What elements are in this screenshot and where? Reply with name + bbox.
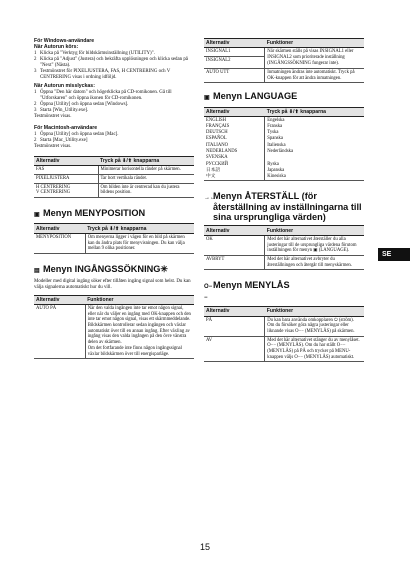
table-row: РУССКИЙ Ryska xyxy=(206,161,279,167)
table-row: ITALIANO Italienska xyxy=(206,142,286,148)
input-table xyxy=(204,38,364,83)
list-item: 3 Testmönstret för PIXELJUSTERA, FAS, H CENTRERING och V CENTRERING visas i ordning idföljd. xyxy=(34,69,171,81)
aterstall-heading xyxy=(204,191,364,222)
adjust-table xyxy=(34,156,194,198)
ingang-intro: Modeller med digital ingång söker efter tillåten ingång signal som helst. Du kan välja signalerna automatiskt hur du vill. xyxy=(34,279,191,291)
table-row: 日本語 Japanska xyxy=(206,167,285,173)
misslyckas-heading: När Autorun misslyckas: xyxy=(34,83,95,90)
table-row: AVBRYT Med det här alternativet avbryter du återställningen och återgår till menyskärmen. xyxy=(204,255,364,269)
table-row: SVENSKA xyxy=(204,155,364,161)
table-header: Alternativ xyxy=(34,295,85,304)
table-row: FAS Minimerar horisontella ränder på skärmen. xyxy=(34,166,194,175)
ingangssokning-heading xyxy=(34,264,194,276)
mac-result-text: Testmönstret visas. xyxy=(34,143,72,149)
mac-heading: För Macintosh-användare xyxy=(34,125,98,132)
language-table xyxy=(204,107,364,181)
menylas-heading xyxy=(204,280,364,303)
table-header: Tryck på ⬇/⬆ knapparna xyxy=(265,107,364,116)
section-title: Menyn MENYLÅS xyxy=(213,280,290,291)
table-row: ENGLISH Engelska xyxy=(206,117,285,123)
table-header: Tryck på ⬇/⬆ knapparna xyxy=(85,224,194,233)
table-header: Alternativ xyxy=(34,224,85,233)
table-row: DEUTSCH Tyska xyxy=(206,130,279,136)
table-row: FRANÇAIS Franska xyxy=(206,123,283,129)
aterstall-table xyxy=(204,225,364,270)
table-row: ESPAÑOL Spanska xyxy=(206,136,283,142)
list-item: 2 Öppna [Utility] och öppna sedan [Windows]. xyxy=(34,101,129,107)
menu-position-icon: ▣ xyxy=(34,212,40,219)
page-number: 15 xyxy=(199,542,210,552)
left-column xyxy=(34,38,194,359)
key-icon: O−− xyxy=(204,284,213,301)
table-header: Funktioner xyxy=(265,307,364,316)
table-row: OK Med det här alternativet återställer du alla justeringar till de ursprungliga värdena förutom inställningen för menyn ▣ (LANGUAGE). xyxy=(204,235,364,255)
table-header: Funktioner xyxy=(85,295,194,304)
table-row: AV Med det här alternativet stänger du av menylåset. O−− (MENYLÅS). Om du har ställt O−− (MENYLÅS) på PÅ och trycker på MENU-knappen väljs O−− (MENYLÅS) automatiskt. xyxy=(204,336,364,362)
table-header: Alternativ xyxy=(204,39,265,48)
table-header: Funktioner xyxy=(265,39,364,48)
table-row: MENYPOSITION Om menyerna ligger i vägen för en bild på skärmen kan du ändra plats för menyvisningen. Du kan välja mellan 9 olika positioner. xyxy=(34,233,194,253)
list-item: 2 Starta [Mac_Utility.exe] xyxy=(34,137,88,143)
windows-result-text: Testmönstret visas. xyxy=(34,114,72,120)
table-row: PIXELJUSTERA Tar bort vertikala ränder. xyxy=(34,174,194,183)
misslyckas-steps xyxy=(34,90,194,114)
table-row: 中文 Kinesiska xyxy=(204,174,364,181)
language-side-tab: SE xyxy=(378,248,410,261)
reset-icon: →← xyxy=(204,195,216,202)
language-icon: ▣ xyxy=(204,95,210,102)
list-item: 3 Starta [Win_Utility.exe]. xyxy=(34,107,89,113)
right-column xyxy=(204,38,364,362)
table-row: INSIGNAL1 När skärmen ställs på visas INSIGNAL1 eller INSIGNAL2 som prioriterade inställning (INGÅNGSSÖKNING fungerar inte). xyxy=(204,48,364,57)
table-row: PÅ Du kan bara använda omkopplaren ⏻ (ström). Om du försöker göra några justeringar eller liknande visas O−− (MENYLÅS) på skärmen. xyxy=(204,316,364,336)
table-header: Tryck på ⬇/⬆ knapparna xyxy=(98,156,194,165)
table-header: Alternativ xyxy=(204,226,265,235)
menyposition-heading xyxy=(34,208,194,220)
input-sensing-icon: ▤ xyxy=(34,267,40,274)
autorun-steps xyxy=(34,51,194,81)
list-item: 2 Klicka på "Adjust" (Justera) och bekräfta upplösningen och klicka sedan på "Next" (Nästa). xyxy=(34,56,188,68)
list-item: 1 Klicka på "Verktyg för bildskärmsinställning (UTILITY)". xyxy=(34,50,155,56)
table-header: Alternativ xyxy=(34,156,98,165)
section-title: Menyn MENYPOSITION xyxy=(43,208,146,219)
table-row: AUTO UTT Inmatningen ändras inte automatiskt. Tryck på OK-knappen för att ändra inmatningen. xyxy=(204,69,364,83)
table-header: Alternativ xyxy=(204,107,265,116)
section-title: Menyn ÅTERSTÄLL (för återställning av inställningarna till sina ursprungliga värden) xyxy=(213,191,362,223)
table-row: NEDERLANDS Nederländska xyxy=(206,149,294,155)
section-title: Menyn INGÅNGSSÖKNING✳ xyxy=(43,263,169,274)
section-title: Menyn LANGUAGE xyxy=(213,91,298,102)
autorun-heading: När Autorun körs: xyxy=(34,44,79,51)
menyposition-table xyxy=(34,223,194,253)
language-heading xyxy=(204,91,364,103)
table-row: H CENTRERING V CENTRERING Om bilden inte är centrerad kan du justera bildens position. xyxy=(34,183,194,197)
table-header: Alternativ xyxy=(204,307,265,316)
mac-steps xyxy=(34,132,194,144)
menylas-table xyxy=(204,306,364,362)
ingangssokning-table xyxy=(34,295,194,360)
list-item: 1 Öppna [Utility] och öppna sedan [Mac]. xyxy=(34,131,119,137)
table-row: INSIGNAL2 xyxy=(204,57,364,69)
windows-heading: För Windows-användare xyxy=(34,38,95,44)
table-row: AUTO PÅ När den valda ingången inte tar emot någon signal, eller när du väljer en ingång med OK-knappen och den inte tar emot någon signal, visas ett skärmmeddelande. Bildskärmen kontrollerar sedan ingången och växlar automatiskt över till en annan ingång. Efter växling av ingång visas den valda ingången på den övre vänstra delen av skärmen. Om det fortfarande inte finns någon ingångssignal växlar bildskärmen över till energisparläge. xyxy=(34,304,194,358)
table-header: Funktioner xyxy=(265,226,364,235)
list-item: 1 Öppna "Den här datorn" och högerklicka på CD-romikonen. Gå till "Utforskaren" och öppna ikonen för CD-romikonen. xyxy=(34,89,172,101)
